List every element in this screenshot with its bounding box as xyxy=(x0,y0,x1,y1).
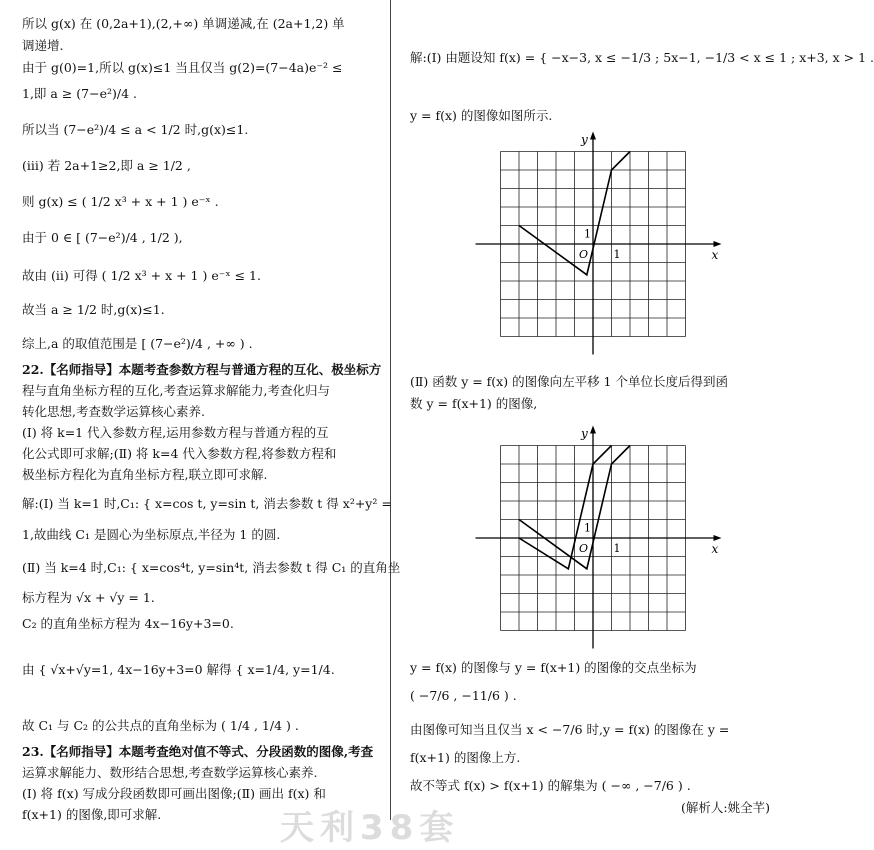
left-text-line: 故 C₁ 与 C₂ 的公共点的直角坐标为 ( 1/4 , 1/4 ) . xyxy=(22,718,299,733)
right-text-line: y = f(x) 的图像如图所示. xyxy=(410,108,553,123)
left-text-line: 由于 g(0)=1,所以 g(x)≤1 当且仅当 g(2)=(7−4a)e⁻² ≤ xyxy=(22,60,343,75)
left-text-line: 解:(Ⅰ) 当 k=1 时,C₁: { x=cos t, y=sin t, 消去参数 t 得 x²+y² = xyxy=(22,496,392,511)
left-text-line: 运算求解能力、数形结合思想,考查数学运算核心素养. xyxy=(22,765,318,780)
left-text-line: 1,故曲线 C₁ 是圆心为坐标原点,半径为 1 的圆. xyxy=(22,527,281,542)
left-text-line: (Ⅱ) 当 k=4 时,C₁: { x=cos⁴t, y=sin⁴t, 消去参数 t 得 C₁ 的直角坐 xyxy=(22,560,401,575)
y-axis-label: y xyxy=(581,426,588,441)
right-text-line: y = f(x) 的图像与 y = f(x+1) 的图像的交点坐标为 xyxy=(410,660,697,675)
left-text-line: 所以 g(x) 在 (0,2a+1),(2,+∞) 单调递减,在 (2a+1,2) 单 xyxy=(22,16,345,31)
y-unit-label: 1 xyxy=(584,227,591,241)
graph-f xyxy=(470,120,730,360)
left-text-line: 1,即 a ≥ (7−e²)/4 . xyxy=(22,86,137,101)
right-text-line: 数 y = f(x+1) 的图像, xyxy=(410,396,538,411)
right-text-line: 解:(Ⅰ) 由题设知 f(x) = { −x−3, x ≤ −1/3 ; 5x−1, −1/3 < x ≤ 1 ; x+3, x > 1 . xyxy=(410,50,874,65)
left-text-line: 由于 0 ∈ [ (7−e²)/4 , 1/2 ), xyxy=(22,230,183,245)
x-axis-arrow xyxy=(714,535,722,541)
left-text-line: 由 { √x+√y=1, 4x−16y+3=0 解得 { x=1/4, y=1/4. xyxy=(22,662,335,677)
left-text-line: 故当 a ≥ 1/2 时,g(x)≤1. xyxy=(22,302,165,317)
left-text-line: 综上,a 的取值范围是 [ (7−e²)/4 , +∞ ) . xyxy=(22,336,253,351)
left-text-line: 故由 (ⅱ) 可得 ( 1/2 x³ + x + 1 ) e⁻ˣ ≤ 1. xyxy=(22,268,261,283)
right-text-line: 故不等式 f(x) > f(x+1) 的解集为 ( −∞ , −7/6 ) . xyxy=(410,778,691,793)
y-unit-label: 1 xyxy=(584,521,591,535)
left-text-line: 程与直角坐标方程的互化,考查运算求解能力,考查化归与 xyxy=(22,383,330,398)
y-axis-arrow xyxy=(590,426,596,434)
x-axis-arrow xyxy=(714,241,722,247)
x-unit-label: 1 xyxy=(613,542,621,555)
left-text-line: (Ⅰ) 将 k=1 代入参数方程,运用参数方程与普通方程的互 xyxy=(22,425,329,440)
left-text-line: 则 g(x) ≤ ( 1/2 x³ + x + 1 ) e⁻ˣ . xyxy=(22,194,219,209)
x-axis-label: x xyxy=(711,542,719,556)
origin-label: O xyxy=(579,542,589,555)
left-text-line: C₂ 的直角坐标方程为 4x−16y+3=0. xyxy=(22,616,234,631)
x-unit-label: 1 xyxy=(613,248,621,261)
left-text-line: (Ⅰ) 将 f(x) 写成分段函数即可画出图像;(Ⅱ) 画出 f(x) 和 xyxy=(22,786,326,801)
left-text-line: 23.【名师指导】本题考查绝对值不等式、分段函数的图像,考查 xyxy=(22,744,374,759)
left-text-line: 化公式即可求解;(Ⅱ) 将 k=4 代入参数方程,将参数方程和 xyxy=(22,446,337,461)
right-text-line: 由图像可知当且仅当 x < −7/6 时,y = f(x) 的图像在 y = xyxy=(410,722,730,737)
y-axis-label: y xyxy=(581,132,588,147)
left-text-line: 22.【名师指导】本题考查参数方程与普通方程的互化、极坐标方 xyxy=(22,362,382,377)
graph-f-and-f-shift xyxy=(470,428,730,650)
left-text-line: 极坐标方程化为直角坐标方程,联立即可求解. xyxy=(22,467,268,482)
right-text-line: (Ⅱ) 函数 y = f(x) 的图像向左平移 1 个单位长度后得到函 xyxy=(410,374,728,389)
left-text-line: 所以当 (7−e²)/4 ≤ a < 1/2 时,g(x)≤1. xyxy=(22,122,249,137)
left-text-line: 标方程为 √x + √y = 1. xyxy=(22,590,155,605)
left-text-line: f(x+1) 的图像,即可求解. xyxy=(22,807,162,822)
credit: (解析人:姚全芊) xyxy=(681,800,770,815)
watermark: 天利38套 xyxy=(280,808,460,848)
x-axis-label: x xyxy=(711,248,719,262)
right-text-line: f(x+1) 的图像上方. xyxy=(410,750,521,765)
column-divider xyxy=(390,0,391,820)
left-text-line: 调递增. xyxy=(22,38,64,53)
origin-label: O xyxy=(579,248,589,261)
y-axis-arrow xyxy=(590,132,596,140)
left-text-line: 转化思想,考查数学运算核心素养. xyxy=(22,404,205,419)
right-text-line: ( −7/6 , −11/6 ) . xyxy=(410,688,517,703)
left-text-line: (ⅲ) 若 2a+1≥2,即 a ≥ 1/2 , xyxy=(22,158,191,173)
